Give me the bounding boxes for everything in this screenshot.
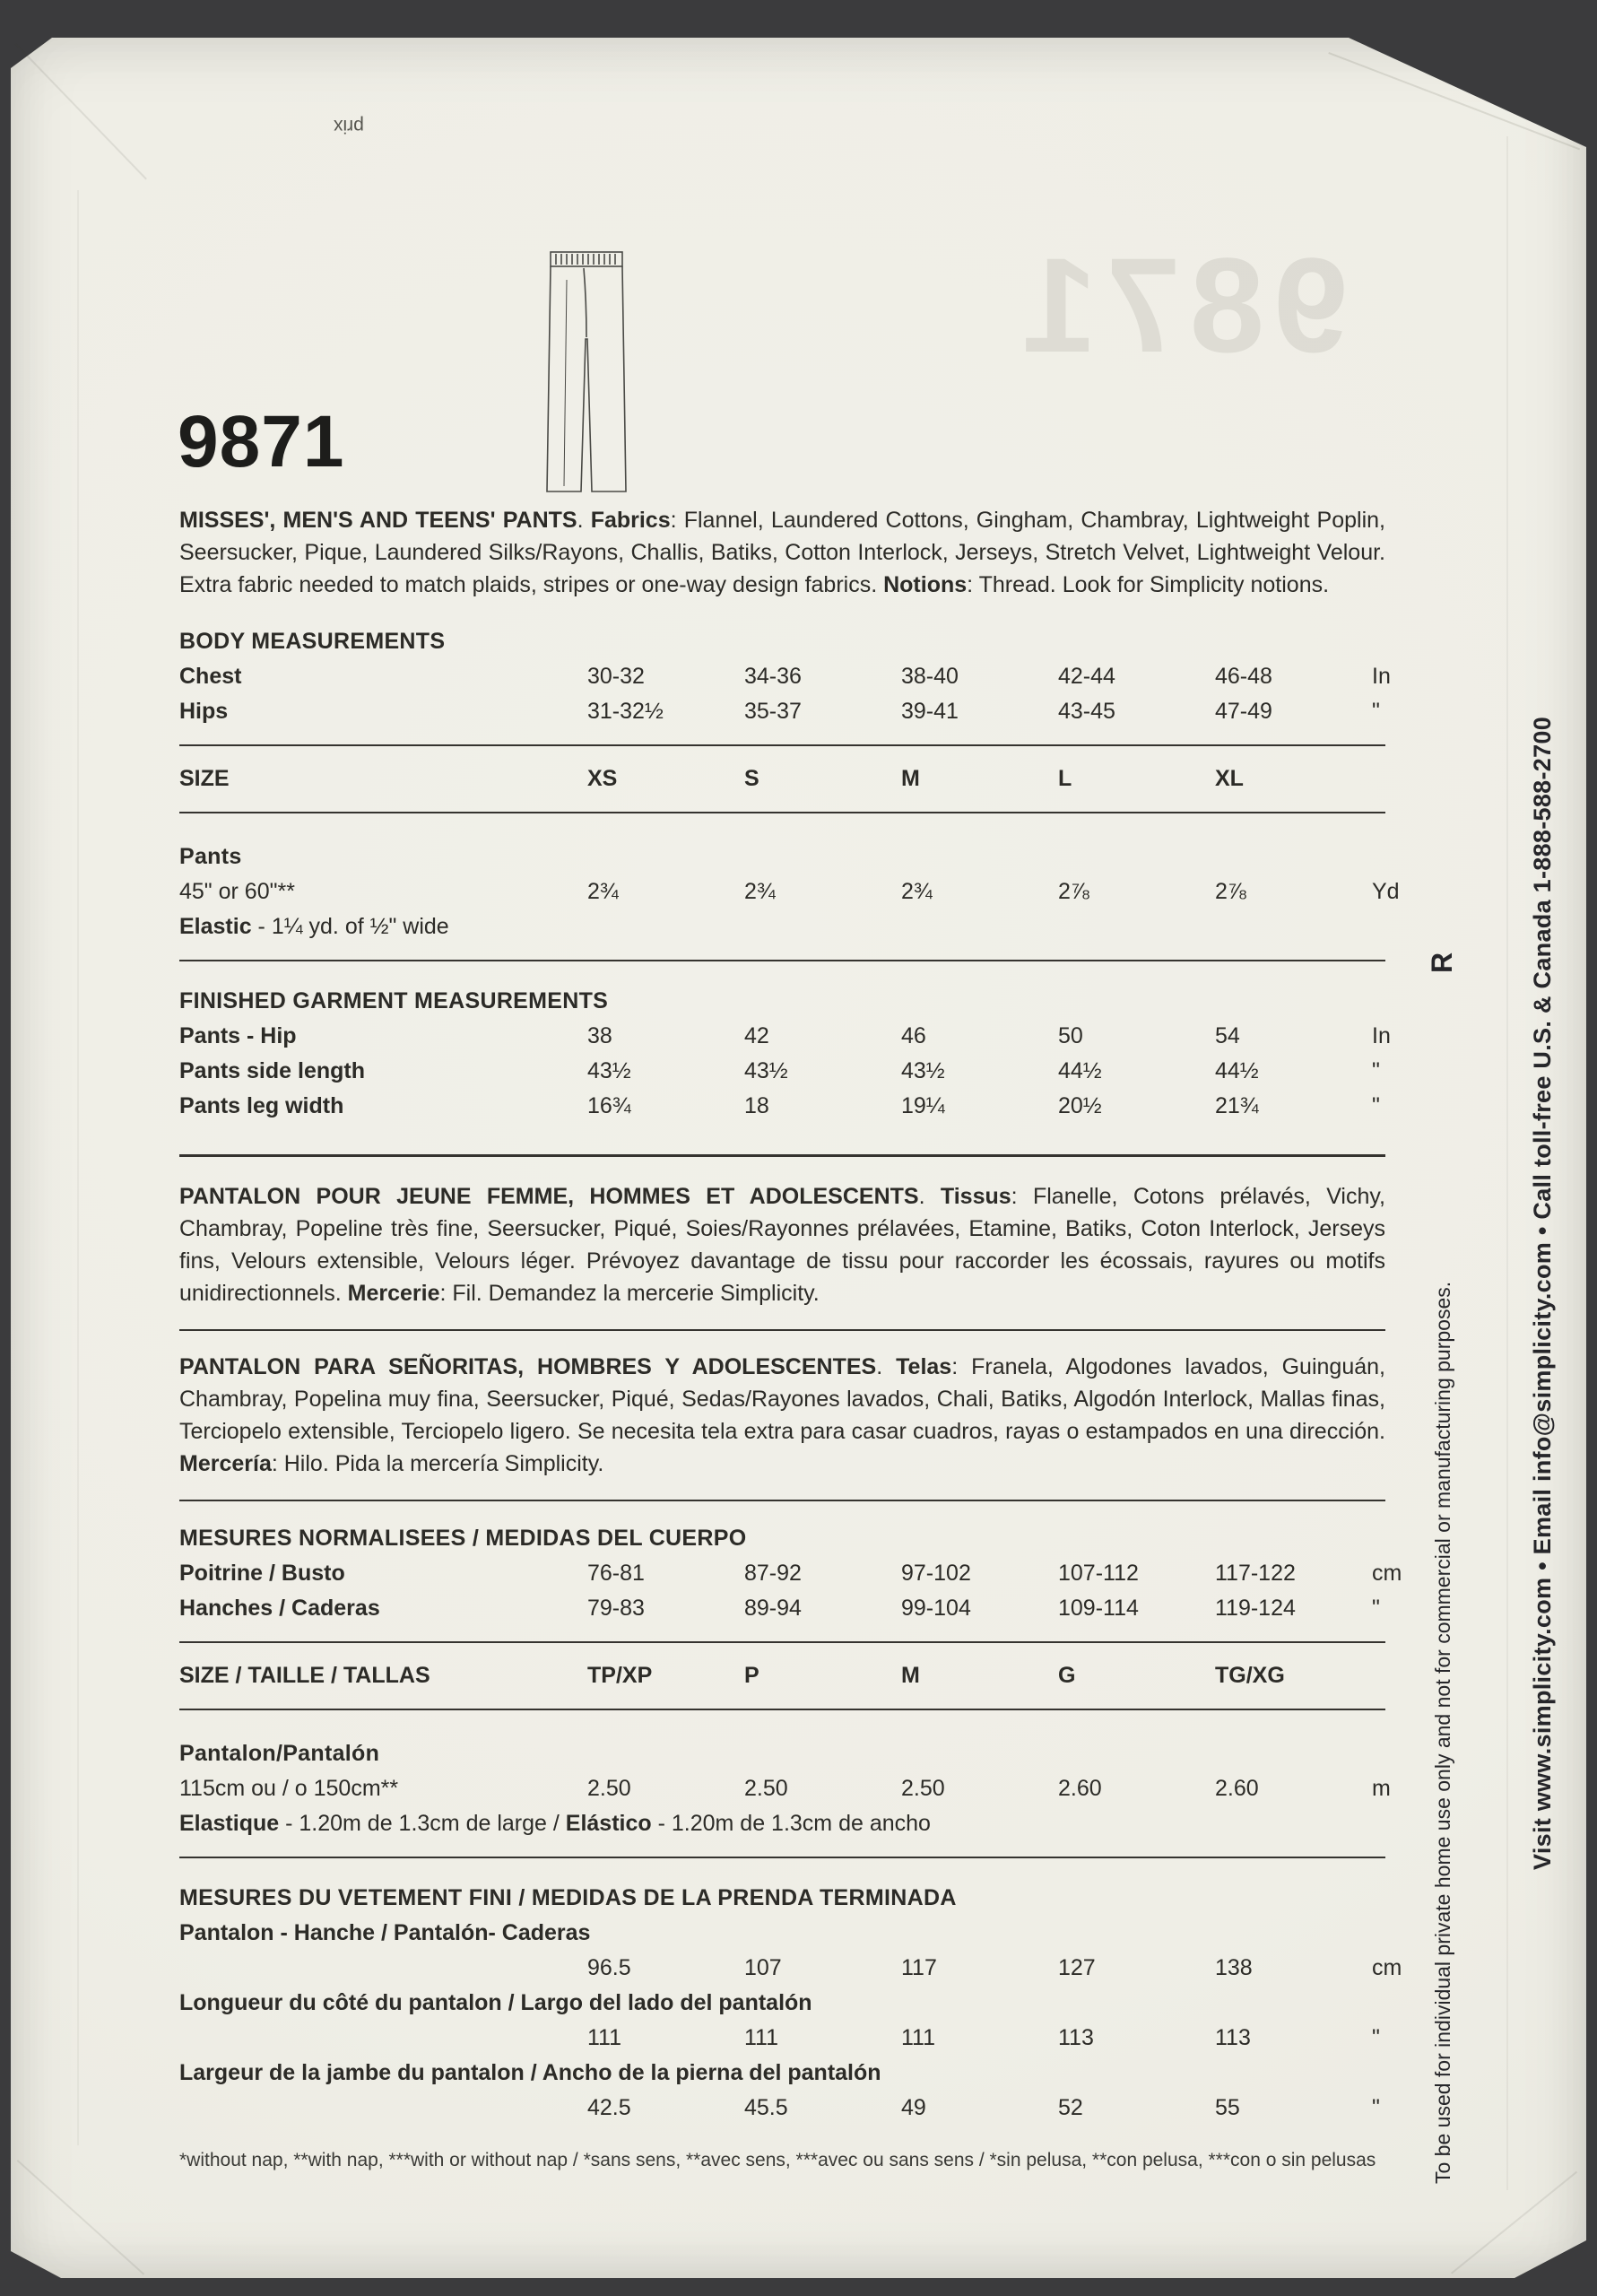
row-value: 50 bbox=[1058, 1023, 1083, 1048]
row-value: 20½ bbox=[1058, 1093, 1102, 1118]
spacer bbox=[179, 1874, 1385, 1881]
spacer bbox=[179, 829, 1385, 839]
row-value: 42-44 bbox=[1058, 664, 1115, 689]
text-segment: Mercería bbox=[179, 1451, 272, 1476]
divider bbox=[179, 744, 1385, 746]
text-segment: . bbox=[577, 508, 591, 533]
row-value: 138 bbox=[1215, 1955, 1253, 1980]
metric-body-heading: MESURES NORMALISEES / MEDIDAS DEL CUERPO bbox=[179, 1526, 747, 1551]
row-value: 2.50 bbox=[744, 1776, 788, 1801]
row-value: 2⅞ bbox=[1058, 879, 1089, 904]
metric-bust-row bbox=[179, 1556, 1402, 1591]
row-value: 2.60 bbox=[1215, 1776, 1259, 1801]
row-value: 42 bbox=[744, 1023, 769, 1048]
text-segment: : Fil. Demandez la mercerie Simplicity. bbox=[439, 1281, 820, 1306]
row-value: 109-114 bbox=[1058, 1596, 1139, 1621]
row-value: 119-124 bbox=[1215, 1596, 1296, 1621]
row-value: M bbox=[901, 1663, 920, 1688]
row-label: Hips bbox=[179, 699, 229, 724]
hips-row bbox=[179, 694, 1385, 729]
finished-leg-width-row bbox=[179, 1089, 1385, 1124]
metric-finished-heading: MESURES DU VETEMENT FINI / MEDIDAS DE LA PRENDA TERMINADA bbox=[179, 1885, 957, 1910]
metric-finished-hip-values bbox=[179, 1951, 1402, 1986]
row-value: 43½ bbox=[744, 1058, 788, 1083]
divider bbox=[179, 812, 1385, 813]
row-value: 117-122 bbox=[1215, 1561, 1296, 1586]
row-label: 45" or 60"** bbox=[179, 879, 295, 904]
row-value: S bbox=[744, 766, 759, 791]
row-unit bbox=[1372, 761, 1385, 796]
text-segment: Mercerie bbox=[347, 1281, 440, 1306]
row-unit: " bbox=[1372, 699, 1380, 724]
divider bbox=[179, 1857, 1385, 1858]
fold-crease bbox=[17, 2160, 145, 2275]
pants-yardage-heading: Pants bbox=[179, 844, 242, 869]
yardage-row bbox=[179, 874, 1400, 909]
english-description bbox=[179, 504, 1385, 601]
corner-cut-top-left bbox=[11, 38, 52, 68]
row-value: G bbox=[1058, 1663, 1076, 1688]
metric-finished-hip-label: Pantalon - Hanche / Pantalón- Caderas bbox=[179, 1920, 591, 1945]
row-label: Pants side length bbox=[179, 1058, 365, 1083]
row-value: 2.50 bbox=[901, 1776, 945, 1801]
row-label: Pants - Hip bbox=[179, 1023, 297, 1048]
row-value: 44½ bbox=[1215, 1058, 1259, 1083]
metric-yardage-heading: Pantalon/Pantalón bbox=[179, 1741, 380, 1766]
row-unit: In bbox=[1372, 664, 1391, 689]
text-segment: Telas bbox=[896, 1354, 952, 1379]
row-label: Hanches / Caderas bbox=[179, 1596, 380, 1621]
row-label: Chest bbox=[179, 664, 242, 689]
row-value: 111 bbox=[901, 2025, 936, 2050]
row-value: 97-102 bbox=[901, 1561, 971, 1586]
row-value: 43½ bbox=[901, 1058, 945, 1083]
spanish-description bbox=[179, 1351, 1385, 1480]
row-value: 111 bbox=[744, 2025, 779, 2050]
fold-crease bbox=[1506, 136, 1508, 2190]
metric-size-row bbox=[179, 1658, 1385, 1693]
row-value: 38-40 bbox=[901, 664, 959, 689]
row-value: 79-83 bbox=[587, 1596, 645, 1621]
metric-finished-leg-label: Largeur de la jambe du pantalon / Ancho de la pierna del pantalón bbox=[179, 2060, 881, 2085]
row-value: 35-37 bbox=[744, 699, 802, 724]
row-unit: In bbox=[1372, 1023, 1391, 1048]
row-value: 42.5 bbox=[587, 2095, 631, 2120]
divider bbox=[179, 1709, 1385, 1710]
text-segment: Elastique bbox=[179, 1811, 280, 1836]
row-value: TP/XP bbox=[587, 1663, 653, 1688]
row-label: 115cm ou / o 150cm** bbox=[179, 1776, 399, 1801]
row-unit: " bbox=[1372, 2095, 1380, 2120]
row-value: 89-94 bbox=[744, 1596, 802, 1621]
corner-cut-top-right bbox=[1349, 38, 1586, 147]
metric-finished-side-label: Longueur du côté du pantalon / Largo del lado del pantalón bbox=[179, 1990, 812, 2015]
row-unit bbox=[1372, 1658, 1385, 1693]
french-description bbox=[179, 1180, 1385, 1309]
row-value: 113 bbox=[1215, 2025, 1251, 2050]
row-value: P bbox=[744, 1663, 759, 1688]
pattern-number: 9871 bbox=[178, 401, 345, 483]
row-value: 2⅞ bbox=[1215, 879, 1246, 904]
row-value: 30-32 bbox=[587, 664, 645, 689]
row-unit: m bbox=[1372, 1776, 1391, 1801]
row-value: 113 bbox=[1058, 2025, 1094, 2050]
text-segment: - 1.20m de 1.3cm de large / bbox=[279, 1811, 566, 1836]
row-unit: cm bbox=[1372, 1561, 1402, 1586]
row-value: 19¼ bbox=[901, 1093, 945, 1118]
text-segment: . bbox=[918, 1184, 941, 1209]
text-segment: MISSES', MEN'S AND TEENS' PANTS bbox=[179, 508, 577, 533]
usage-notice-vertical: To be used for individual private home use only and not for commercial or manufacturing purposes. bbox=[1431, 1281, 1454, 2184]
row-value: 21¾ bbox=[1215, 1093, 1259, 1118]
text-segment: PANTALON PARA SEÑORITAS, HOMBRES Y ADOLESCENTES bbox=[179, 1354, 877, 1379]
row-label: SIZE bbox=[179, 766, 230, 791]
fold-crease bbox=[15, 43, 147, 179]
finished-side-length-row bbox=[179, 1054, 1385, 1089]
metric-elastic-note bbox=[179, 1806, 1385, 1841]
text-segment: : Thread. Look for Simplicity notions. bbox=[967, 572, 1330, 597]
row-unit: " bbox=[1372, 1093, 1380, 1118]
row-unit: " bbox=[1372, 1596, 1380, 1621]
divider bbox=[179, 1641, 1385, 1643]
text-segment: Elastic bbox=[179, 914, 252, 939]
row-label bbox=[179, 2021, 587, 2056]
corner-cut-bottom-right bbox=[1515, 2240, 1586, 2278]
row-value: 2¾ bbox=[587, 879, 619, 904]
row-value: 117 bbox=[901, 1955, 937, 1980]
nap-footnote: *without nap, **with nap, ***with or without nap / *sans sens, **avec sens, ***avec ou sans sens / *sin pelusa, **con pelusa, ***con o sin pelusas bbox=[179, 2150, 1376, 2170]
row-unit: " bbox=[1372, 2025, 1380, 2050]
row-label: Pants leg width bbox=[179, 1093, 344, 1118]
row-value: 46 bbox=[901, 1023, 926, 1048]
spacer bbox=[179, 1726, 1385, 1736]
text-segment: PANTALON POUR JEUNE FEMME, HOMMES ET ADOLESCENTS bbox=[179, 1184, 919, 1209]
row-value: 18 bbox=[744, 1093, 769, 1118]
row-value: 76-81 bbox=[587, 1561, 645, 1586]
row-unit: " bbox=[1372, 1058, 1380, 1083]
row-value: 2¾ bbox=[744, 879, 776, 904]
text-segment: Elástico bbox=[565, 1811, 652, 1836]
row-label bbox=[179, 1951, 587, 1986]
corner-cut-bottom-left bbox=[11, 2251, 61, 2278]
row-value: 47-49 bbox=[1215, 699, 1272, 724]
metric-finished-side-values bbox=[179, 2021, 1385, 2056]
text-segment: Notions bbox=[883, 572, 968, 597]
row-value: L bbox=[1058, 766, 1072, 791]
row-value: 87-92 bbox=[744, 1561, 802, 1586]
row-value: 55 bbox=[1215, 2095, 1240, 2120]
row-value: 2¾ bbox=[901, 879, 933, 904]
chest-row bbox=[179, 659, 1391, 694]
divider bbox=[179, 960, 1385, 961]
row-value: 54 bbox=[1215, 1023, 1240, 1048]
row-value: 43½ bbox=[587, 1058, 631, 1083]
row-value: 96.5 bbox=[587, 1955, 631, 1980]
text-segment: Fabrics bbox=[590, 508, 671, 533]
text-segment: Tissus bbox=[940, 1184, 1011, 1209]
metric-yardage-row bbox=[179, 1771, 1391, 1806]
row-value: 111 bbox=[587, 2025, 622, 2050]
row-value: XS bbox=[587, 766, 618, 791]
divider-thick bbox=[179, 1154, 1385, 1157]
row-value: 2.50 bbox=[587, 1776, 631, 1801]
row-value: 127 bbox=[1058, 1955, 1096, 1980]
text-segment: - 1.20m de 1.3cm de ancho bbox=[651, 1811, 931, 1836]
prix-label-upside-down: prix bbox=[334, 116, 364, 136]
row-value: 16¾ bbox=[587, 1093, 631, 1118]
row-unit: Yd bbox=[1372, 879, 1400, 904]
row-label bbox=[179, 2091, 587, 2126]
envelope-text-panel bbox=[179, 504, 1402, 2172]
row-label: Poitrine / Busto bbox=[179, 1561, 345, 1586]
row-value: 43-45 bbox=[1058, 699, 1115, 724]
pants-line-drawing-icon bbox=[536, 249, 637, 497]
row-value: 34-36 bbox=[744, 664, 802, 689]
row-value: TG/XG bbox=[1215, 1663, 1285, 1688]
row-value: M bbox=[901, 766, 920, 791]
metric-hips-row bbox=[179, 1591, 1385, 1626]
text-segment: : Franela, Algodones lavados, Guinguán, Chambray, Popelina muy fina, Seersucker, Piqué, Sedas/Rayones lavados, Chali, Batiks, Algodón Interlock, Mallas finas, Terciopelo extensible, Terciopelo ligero. Se necesita tela extra para casar cuadros, rayas o estampados en una dirección. bbox=[179, 1354, 1385, 1444]
row-value: 31-32½ bbox=[587, 699, 664, 724]
row-value: 44½ bbox=[1058, 1058, 1102, 1083]
finished-hip-row bbox=[179, 1019, 1391, 1054]
divider bbox=[179, 1500, 1385, 1501]
text-segment: : Flannel, Laundered Cottons, Gingham, Chambray, Lightweight Poplin, Seersucker, Pique, Laundered Silks/Rayons, Challis, Batiks, Cotton Interlock, Jerseys, Stretch Velvet, Lightweight Velour. Extra fabric needed to match plaids, stripes or one-way design fabrics. bbox=[179, 508, 1385, 597]
row-unit: cm bbox=[1372, 1955, 1402, 1980]
size-row bbox=[179, 761, 1385, 796]
pattern-envelope-back bbox=[11, 38, 1586, 2278]
row-value: 2.60 bbox=[1058, 1776, 1102, 1801]
fold-crease bbox=[77, 190, 79, 2145]
row-value: 107-112 bbox=[1058, 1561, 1139, 1586]
row-value: XL bbox=[1215, 766, 1244, 791]
text-segment: : Hilo. Pida la mercería Simplicity. bbox=[271, 1451, 604, 1476]
contact-info-vertical: Visit www.simplicity.com • Email info@simplicity.com • Call toll-free U.S. & Canada 1-888-588-2700 bbox=[1529, 716, 1556, 1870]
row-value: 46-48 bbox=[1215, 664, 1272, 689]
text-segment: - 1¼ yd. of ½" wide bbox=[251, 914, 449, 939]
row-value: 99-104 bbox=[901, 1596, 971, 1621]
finished-measurements-heading: FINISHED GARMENT MEASUREMENTS bbox=[179, 988, 609, 1013]
body-measurements-heading: BODY MEASUREMENTS bbox=[179, 629, 446, 654]
row-value: 38 bbox=[587, 1023, 612, 1048]
row-value: 107 bbox=[744, 1955, 782, 1980]
row-value: 49 bbox=[901, 2095, 926, 2120]
r-mark: R bbox=[1426, 952, 1458, 973]
metric-finished-leg-values bbox=[179, 2091, 1385, 2126]
spacer bbox=[179, 977, 1385, 984]
divider bbox=[179, 1329, 1385, 1331]
row-value: 45.5 bbox=[744, 2095, 788, 2120]
text-segment: . bbox=[876, 1354, 897, 1379]
text-segment: : Flanelle, Cotons prélavés, Vichy, Chambray, Popeline très fine, Seersucker, Piqué, Soies/Rayonnes prélavées, Etamine, Batiks, Coton Interlock, Jerseys fins, Velours extensible, Velours léger. Prévoyez davantage de tissu pour raccorder les écossais, rayures ou motifs unidirectionnels. bbox=[179, 1184, 1385, 1306]
elastic-note bbox=[179, 909, 1385, 944]
row-label: SIZE / TAILLE / TALLAS bbox=[179, 1663, 430, 1688]
row-value: 39-41 bbox=[901, 699, 959, 724]
row-value: 52 bbox=[1058, 2095, 1083, 2120]
ghost-pattern-number-showthrough: 9871 bbox=[1013, 230, 1349, 380]
